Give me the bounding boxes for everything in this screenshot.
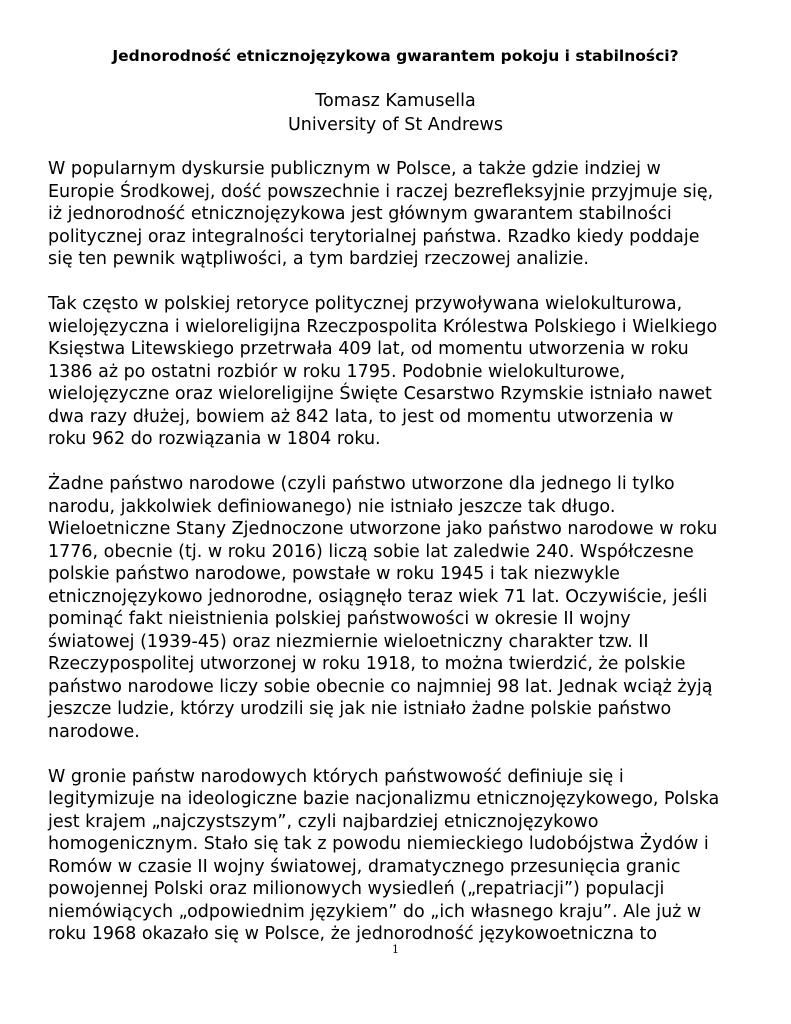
paragraph-line: państwo narodowe liczy sobie obecnie co najmniej 98 lat. Jednak wciąż żyją bbox=[48, 676, 713, 697]
paragraph-line: polskie państwo narodowe, powstałe w roku 1945 i tak niezwykle bbox=[48, 564, 620, 584]
paragraph-line: wielojęzyczne oraz wieloreligijne Święte Cesarstwo Rzymskie istniało nawet bbox=[48, 384, 712, 404]
paragraph-line: legitymizuje na ideologiczne bazie nacjonalizmu etnicznojęzykowego, Polska bbox=[48, 789, 720, 809]
paragraph-line: 1386 aż po ostatni rozbiór w roku 1795. Podobnie wielokulturowe, bbox=[48, 361, 626, 382]
document-body bbox=[48, 158, 758, 968]
paragraph-line: roku 962 do rozwiązania w 1804 roku. bbox=[48, 429, 381, 449]
paragraph-line: W popularnym dyskursie publicznym w Polsce, a także gdzie indziej w bbox=[48, 159, 661, 179]
paragraph bbox=[48, 473, 758, 743]
paragraph bbox=[48, 158, 758, 271]
paragraph-line: iż jednorodność etnicznojęzykowa jest głównym gwarantem stabilności bbox=[48, 204, 672, 224]
paragraph-line: etnicznojęzykowo jednorodne, osiągnęło teraz wiek 71 lat. Oczywiście, jeśli bbox=[48, 586, 708, 607]
paragraph-line: Księstwa Litewskiego przetrwała 409 lat, od momentu utworzenia w roku bbox=[48, 339, 689, 359]
paragraph-line: 1776, obecnie (tj. w roku 2016) liczą sobie lat zaledwie 240. Współczesne bbox=[48, 541, 694, 562]
paragraph-line: politycznej oraz integralności terytorialnej państwa. Rzadko kiedy poddaje bbox=[48, 226, 700, 247]
paragraph-line: narodu, jakkolwiek definiowanego) nie istniało jeszcze tak długo. bbox=[48, 496, 616, 517]
paragraph-line: Romów w czasie II wojny światowej, dramatycznego przesunięcia granic bbox=[48, 856, 681, 877]
paragraph-line: Tak często w polskiej retoryce politycznej przywoływana wielokulturowa, bbox=[48, 294, 683, 314]
paragraph-line: W gronie państw narodowych których państwowość definiuje się i bbox=[48, 766, 624, 787]
paragraph-line: pominąć fakt nieistnienia polskiej państwowości w okresie II wojny bbox=[48, 609, 631, 629]
paragraph-line: się ten pewnik wątpliwości, a tym bardziej rzeczowej analizie. bbox=[48, 249, 589, 269]
paragraph-line: jeszcze ludzie, którzy urodzili się jak nie istniało żadne polskie państwo bbox=[48, 699, 672, 719]
paragraph-line: dwa razy dłużej, bowiem aż 842 lata, to jest od momentu utworzenia w bbox=[48, 406, 674, 427]
paragraph-line: Żadne państwo narodowe (czyli państwo utworzone dla jednego li tylko bbox=[48, 474, 675, 494]
paragraph-line: narodowe. bbox=[48, 721, 140, 742]
paragraph-line: homogenicznym. Stało się tak z powodu niemieckiego ludobójstwa Żydów i bbox=[48, 834, 709, 854]
paragraph-line: jest krajem „najczystszym”, czyli najbardziej etnicznojęzykowo bbox=[48, 811, 599, 832]
paragraph-line: Europie Środkowej, dość powszechnie i raczej bezrefleksyjnie przyjmuje się, bbox=[48, 181, 714, 202]
document-title: Jednorodność etnicznojęzykowa gwarantem pokoju i stabilności? bbox=[112, 47, 679, 65]
paragraph-line: powojennej Polski oraz milionowych wysiedleń („repatriacji”) populacji bbox=[48, 879, 665, 899]
paragraph-line: niemówiących „odpowiednim językiem” do „ich własnego kraju”. Ale już w bbox=[48, 901, 702, 922]
paragraph-line: światowej (1939-45) oraz niezmiernie wieloetniczny charakter tzw. II bbox=[48, 631, 649, 652]
paragraph-line: Wieloetniczne Stany Zjednoczone utworzone jako państwo narodowe w roku bbox=[48, 519, 718, 539]
paragraph bbox=[48, 766, 758, 946]
paragraph bbox=[48, 293, 758, 451]
paragraph-line: wielojęzyczna i wieloreligijna Rzeczpospolita Królestwa Polskiego i Wielkiego bbox=[48, 316, 718, 337]
author-name: Tomasz Kamusella bbox=[315, 91, 476, 111]
paragraph-line: Rzeczypospolitej utworzonej w roku 1918, to można twierdzić, że polskie bbox=[48, 654, 686, 674]
page-number: 1 bbox=[392, 943, 399, 956]
author-affiliation: University of St Andrews bbox=[288, 115, 503, 135]
paragraph-line: roku 1968 okazało się w Polsce, że jednorodność językowoetniczna to bbox=[48, 924, 658, 944]
